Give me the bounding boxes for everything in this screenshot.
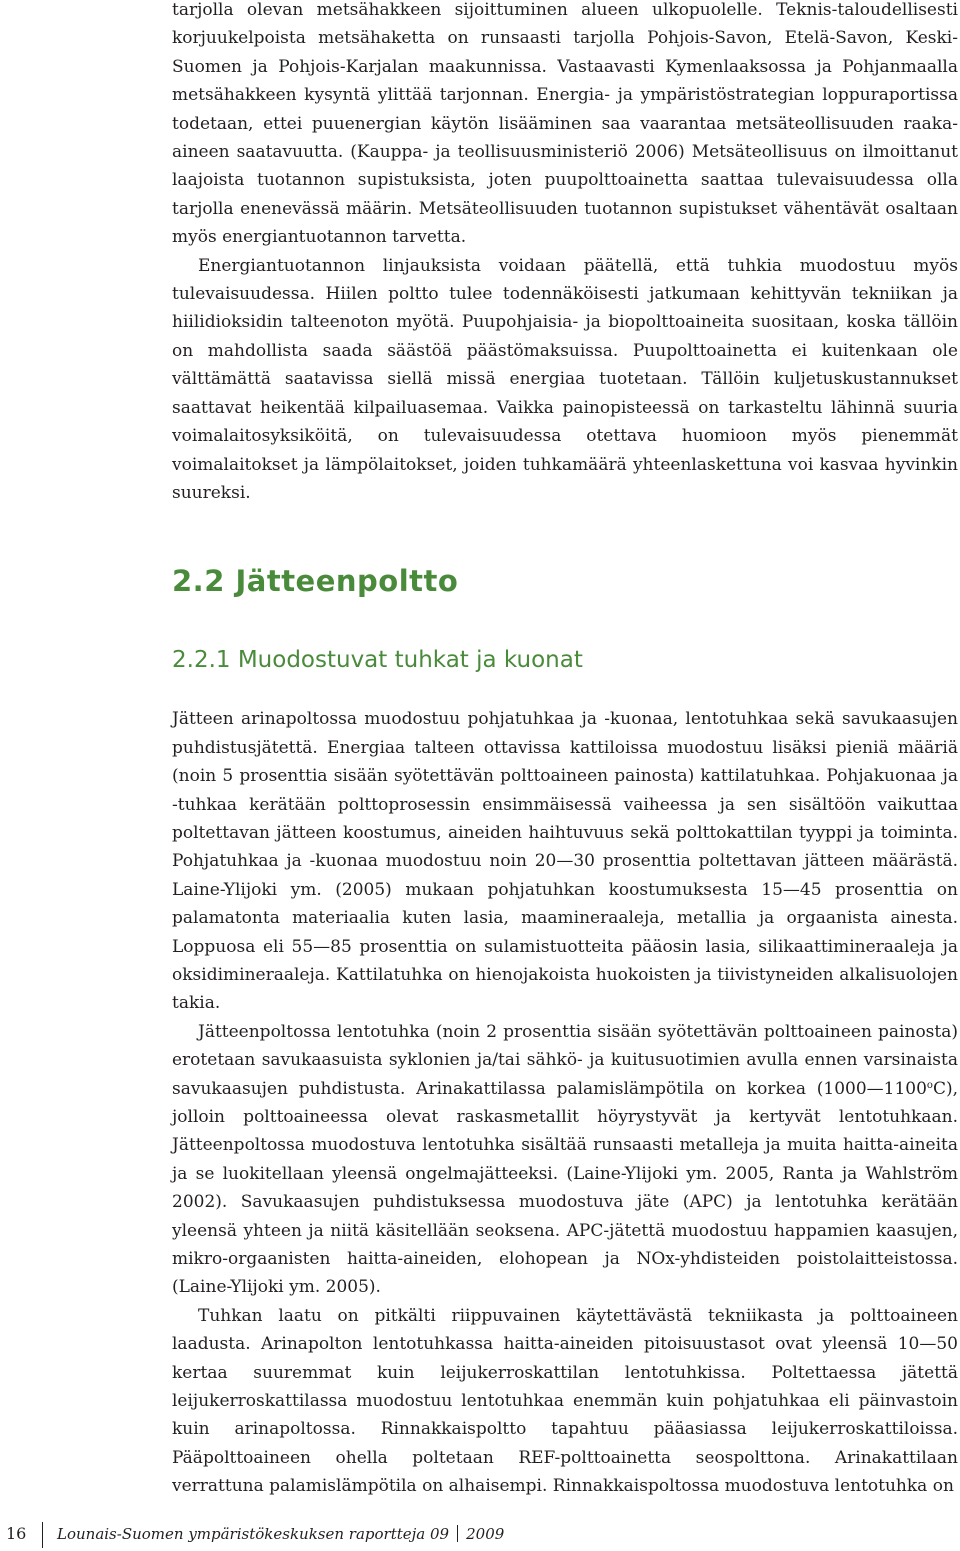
heading-spacer: [172, 677, 958, 705]
footer-year: 2009: [466, 1525, 505, 1543]
body-paragraph-3: Jätteen arinapoltossa muodostuu pohjatuhkaa ja -kuonaa, lentotuhkaa sekä savukaasujen puhdistusjätettä. Energiaa talteen ottavissa kattiloissa muodostuu lisäksi pieniä määriä (noin 5 prosenttia sisään syötettävän polttoaineen painosta) kattilatuhkaa. Pohjakuonaa ja -tuhkaa kerätään polttoprosessin ensimmäisessä vaiheessa ja sen sisältöön vaikuttaa poltettavan jätteen koostumus, aineiden haihtuvuus sekä polttokattilan tyyppi ja toiminta. Pohjatuhkaa ja -kuonaa muodostuu noin 20—30 prosenttia poltettavan jätteen määrästä. Laine-Ylijoki ym. (2005) mukaan pohjatuhkan koostumuksesta 15—45 prosenttia on palamatonta materiaalia kuten lasia, maamineraaleja, metallia ja orgaanista ainesta. Loppuosa eli 55—85 prosenttia on sulamistuotteita pääosin lasia, silikaattimineraaleja ja oksidimineraaleja. Kattilatuhka on hienojakoista huokoisten ja tiivistyneiden alkalisuolojen takia.: [172, 709, 958, 1014]
body-paragraph-1: tarjolla olevan metsähakkeen sijoittuminen alueen ulkopuolelle. Teknis-taloudellisesti korjuukelpoista metsähaketta on runsaasti tarjolla Pohjois-Savon, Etelä-Savon, Keski-Suomen ja Pohjois-Karjalan maakunnissa. Vastaavasti Kymenlaaksossa ja Pohjanmaalla metsähakkeen kysyntä ylittää tarjonnan. Energia- ja ympäristöstrategian loppuraportissa todetaan, ettei puuenergian käytön lisääminen saa vaarantaa metsäteollisuuden raaka-aineen saatavuutta. (Kauppa- ja teollisuusministeriö 2006) Metsäteollisuus on ilmoittanut laajoista tuotannon supistuksista, joten puupolttoainetta saattaa tulevaisuudessa olla tarjolla enenevässä määrin. Metsäteollisuuden tuotannon supistukset vähentävät osaltaan myös energiantuotannon tarvetta.: [172, 0, 958, 248]
footer-issue: 09: [430, 1525, 450, 1543]
section-heading: 2.2 Jätteenpoltto: [172, 564, 459, 599]
body-paragraph-2: Energiantuotannon linjauksista voidaan päätellä, että tuhkia muodostuu myös tulevaisuudessa. Hiilen poltto tulee todennäköisesti jatkumaan kehittyvän tekniikan ja hiilidioksidin talteenoton myötä. Puupohjaisia- ja biopolttoaineita suositaan, koska tällöin on mahdollista saada säästöä päästömaksuissa. Puupolttoainetta ei kuitenkaan ole välttämättä saatavissa siellä missä energiaa tuotetaan. Tällöin kuljetuskustannukset saattavat heikentää kilpailuasemaa. Vaikka painopisteessä on tarkasteltu lähinnä suuria voimalaitosyksiköitä, on tulevaisuudessa otettava huomioon myös pienemmät voimalaitokset ja lämpölaitokset, joiden tuhkamäärä yhteenlaskettuna voi kasvaa hyvinkin suureksi.: [172, 255, 958, 503]
paragraph-4-text-a: Jätteenpoltossa lentotuhka (noin 2 prosenttia sisään syötettävän polttoaineen painosta) erotetaan savukaasuista syklonien ja/tai sähkö- ja kuitusuotimien avulla ennen varsinaista savukaasujen puhdistusta. Arinakattilassa palamislämpötila on korkea (1000—1100: [172, 1021, 958, 1099]
paragraph-4-text-b: C), jolloin polttoaineessa olevat raskasmetallit höyrystyvät ja kertyvät lentotuhkaan. Jätteenpoltossa muodostuva lentotuhka sisältää runsaasti metalleja ja muita haitta-aineita ja se luokitellaan yleensä ongelmajätteeksi. (Laine-Ylijoki ym. 2005, Ranta ja Wahlström 2002). Savukaasujen puhdistuksessa muodostuva jäte (APC) ja lentotuhka kerätään yleensä yhteen ja niitä käsitellään seoksena. APC-jätettä muodostuu happamien kaasujen, mikro-orgaanisten haitta-aineiden, elohopean ja NOx-yhdisteiden poistolaitteistossa. (Laine-Ylijoki ym. 2005).: [172, 1078, 958, 1298]
degree-mark: o: [926, 1079, 933, 1091]
subsection-heading: 2.2.1 Muodostuvat tuhkat ja kuonat: [172, 647, 583, 674]
footer-rule: [42, 1522, 43, 1548]
body-paragraph-5: Tuhkan laatu on pitkälti riippuvainen käytettävästä tekniikasta ja polttoaineen laadusta. Arinapolton lentotuhkassa haitta-aineiden pitoisuustasot ovat yleensä 10—50 kertaa suuremmat kuin leijukerroskattilan lentotuhkissa. Poltettaessa jätettä leijukerroskattilassa muodostuu lentotuhkaa enemmän kuin pohjatuhkaa eli päinvastoin kuin arinapoltossa. Rinnakkaispoltto tapahtuu pääasiassa leijukerroskattiloissa. Pääpolttoaineen ohella poltetaan REF-polttoainetta seospolttona. Arinakattilaan verrattuna palamislämpötila on alhaisempi. Rinnakkaispoltossa muodostuva lentotuhka on: [172, 1305, 958, 1497]
footer-divider: [457, 1525, 458, 1542]
page-content: [172, 0, 958, 1501]
body-paragraph-4: [172, 1018, 958, 1302]
footer-publication: Lounais-Suomen ympäristökeskuksen raportteja: [57, 1525, 426, 1543]
footer-publication-line: [57, 1525, 504, 1543]
page-footer: [0, 1522, 960, 1548]
page-number: 16: [6, 1524, 27, 1543]
